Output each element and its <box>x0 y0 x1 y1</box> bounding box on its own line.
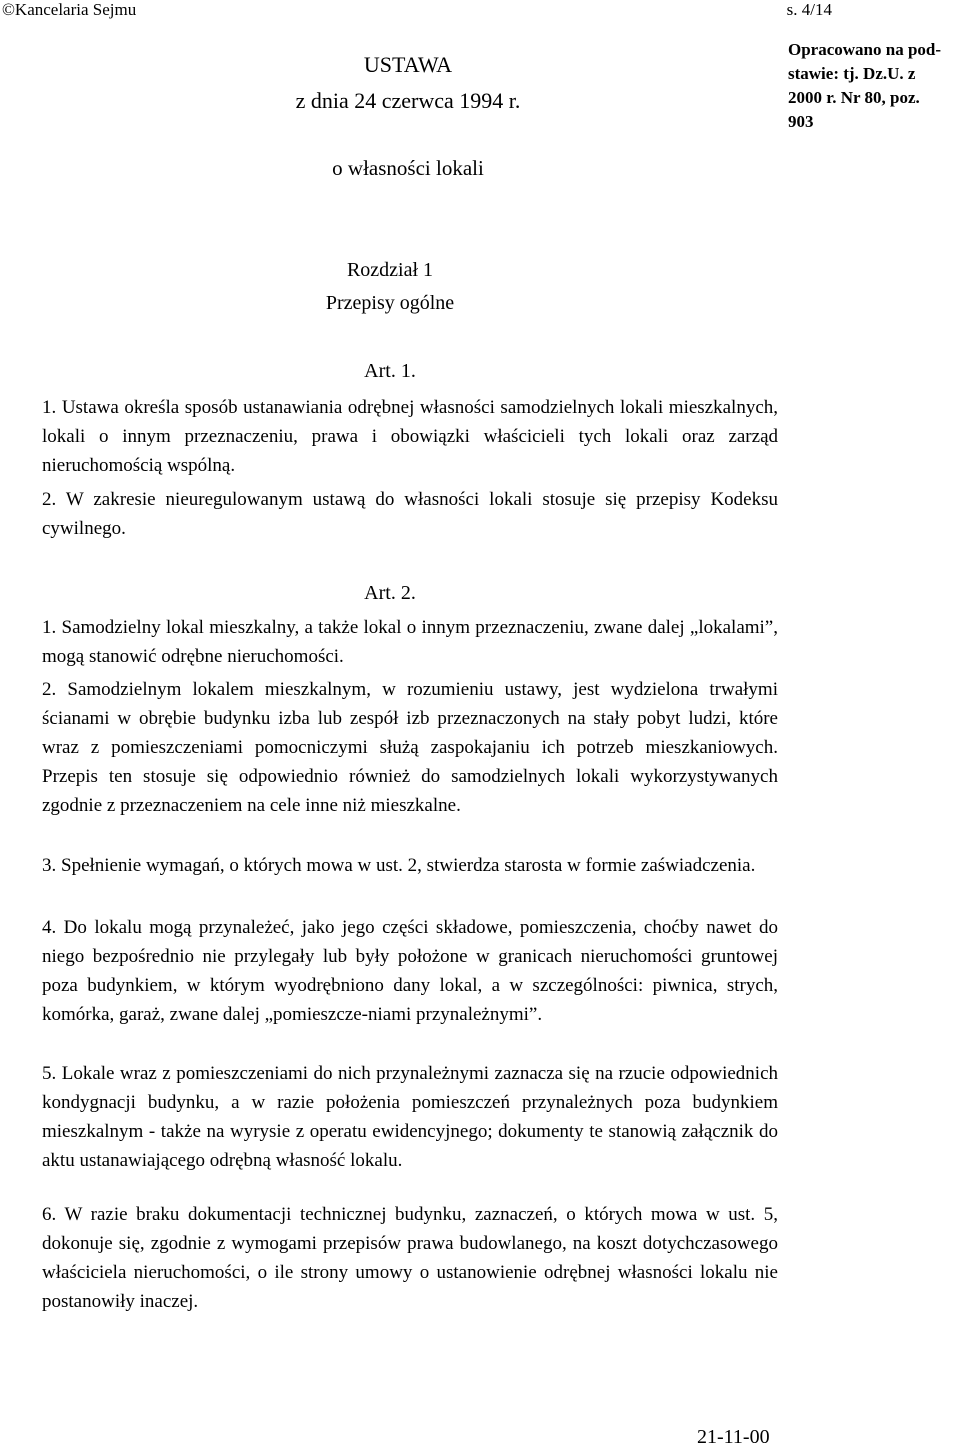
source-note-line4: 903 <box>788 112 814 131</box>
art2-paragraph-1: 1. Samodzielny lokal mieszkalny, a także lokal o innym przeznaczeniu, zwane dalej „lokalami”, mogą stanowić odrębne nieruchomości. <box>42 617 778 667</box>
art2-paragraph-3: 3. Spełnienie wymagań, o których mowa w ust. 2, stwierdza starosta w formie zaświadczenia. <box>42 855 756 876</box>
art1-paragraph-2: 2. W zakresie nieuregulowanym ustawą do własności lokali stosuje się przepisy Kodeksu cywilnego. <box>42 489 778 539</box>
chapter-number: Rozdział 1 <box>346 259 434 281</box>
art1-heading: Art. 1. <box>364 360 416 382</box>
chapter-name: Przepisy ogólne <box>325 292 455 314</box>
act-type: USTAWA <box>363 52 453 77</box>
art1-paragraph-1: 1. Ustawa określa sposób ustanawiania odrębnej własności samodzielnych lokali mieszkalnych, lokali o innym przeznaczeniu, prawa i obowiązki właścicieli tych lokali oraz zarząd nieruchomością wspólną. <box>42 397 778 476</box>
art2-paragraph-2: 2. Samodzielnym lokalem mieszkalnym, w rozumieniu ustawy, jest wydzielona trwałymi ścianami w obrębie budynku izba lub zespół izb przeznaczonych na stały pobyt ludzi, które wraz z pomieszczeniami pomocniczymi służą zaspokajaniu ich potrzeb mieszkaniowych. Przepis ten stosuje się odpowiednio również do samodzielnych lokali wykorzystywanych zgodnie z przeznaczeniem na cele inne niż mieszkalne. <box>42 679 778 816</box>
footer-date: 21-11-00 <box>697 1426 770 1448</box>
art2-paragraph-4: 4. Do lokalu mogą przynależeć, jako jego części składowe, pomieszczenia, choćby nawet do niego bezpośrednio nie przylegały lub były położone w granicach nieruchomości gruntowej poza budynkiem, w którym wyodrębniono dany lokal, a w szczególności: piwnica, strych, komórka, garaż, zwane dalej „pomieszcze-niami przynależnymi”. <box>42 917 778 1025</box>
art2-heading: Art. 2. <box>364 582 416 604</box>
source-note-line3: 2000 r. Nr 80, poz. <box>788 88 920 107</box>
page-number: s. 4/14 <box>786 0 832 19</box>
source-note-line1: Opracowano na pod- <box>788 40 942 59</box>
header-source: ©Kancelaria Sejmu <box>2 0 137 19</box>
art2-paragraph-5: 5. Lokale wraz z pomieszczeniami do nich przynależnymi zaznacza się na rzucie odpowiednich kondygnacji budynku, a w razie położenia pomieszczeń przynależnych poza budynkiem mieszkalnym - także na wyrysie z operatu ewidencyjnego; dokumenty te stanowią załącznik do aktu ustanawiającego odrębną własność lokalu. <box>42 1063 778 1171</box>
art2-paragraph-6: 6. W razie braku dokumentacji technicznej budynku, zaznaczeń, o których mowa w ust. 5, dokonuje się, zgodnie z wymogami przepisów prawa budowlanego, na koszt dotychczasowego właściciela nieruchomości, o ile strony umowy o ustanowienie odrębnej własności lokalu nie postanowiły inaczej. <box>42 1204 778 1312</box>
act-title: o własności lokali <box>332 156 484 180</box>
source-note <box>788 38 960 134</box>
act-date: z dnia 24 czerwca 1994 r. <box>295 88 521 113</box>
source-note-line2: stawie: tj. Dz.U. z <box>788 64 916 83</box>
